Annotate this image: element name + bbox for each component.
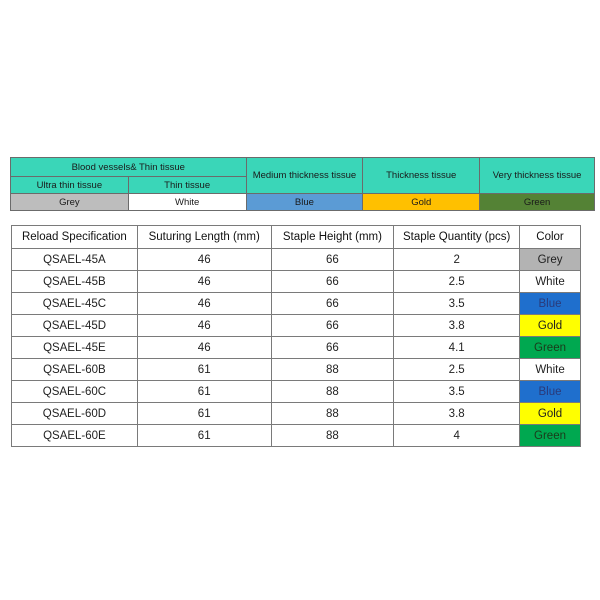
- length-cell: 61: [137, 381, 271, 403]
- reload-spec-table: [11, 225, 581, 447]
- length-cell: 61: [137, 425, 271, 447]
- table-row: [12, 293, 581, 315]
- color-cell: Green: [520, 425, 581, 447]
- table-row: [12, 359, 581, 381]
- spec-cell: QSAEL-45C: [12, 293, 138, 315]
- color-cell: Gold: [520, 403, 581, 425]
- length-cell: 61: [137, 359, 271, 381]
- legend-very-thick-header: Very thickness tissue: [480, 158, 595, 194]
- spec-cell: QSAEL-45E: [12, 337, 138, 359]
- legend-swatch: Gold: [363, 194, 480, 211]
- table-header-row: [12, 226, 581, 249]
- color-cell: Grey: [520, 249, 581, 271]
- quantity-cell: 4: [394, 425, 520, 447]
- length-cell: 46: [137, 293, 271, 315]
- spec-cell: QSAEL-60D: [12, 403, 138, 425]
- legend-swatch: Blue: [246, 194, 363, 211]
- height-cell: 66: [271, 293, 394, 315]
- height-cell: 66: [271, 337, 394, 359]
- header-reload-spec: Reload Specification: [12, 226, 138, 249]
- legend-thin-header: Thin tissue: [128, 177, 246, 194]
- legend-ultra-thin-header: Ultra thin tissue: [11, 177, 129, 194]
- legend-swatch: Grey: [11, 194, 129, 211]
- spec-cell: QSAEL-45A: [12, 249, 138, 271]
- table-row: [12, 249, 581, 271]
- spec-cell: QSAEL-60E: [12, 425, 138, 447]
- height-cell: 66: [271, 249, 394, 271]
- legend-swatch: White: [128, 194, 246, 211]
- color-cell: Gold: [520, 315, 581, 337]
- length-cell: 61: [137, 403, 271, 425]
- legend-swatch: Green: [480, 194, 595, 211]
- length-cell: 46: [137, 271, 271, 293]
- color-cell: White: [520, 359, 581, 381]
- table-row: [12, 315, 581, 337]
- table-row: [12, 425, 581, 447]
- quantity-cell: 4.1: [394, 337, 520, 359]
- tissue-color-legend: [10, 157, 595, 211]
- legend-group-header: Blood vessels& Thin tissue: [11, 158, 247, 177]
- color-cell: Blue: [520, 293, 581, 315]
- spec-cell: QSAEL-60C: [12, 381, 138, 403]
- quantity-cell: 2.5: [394, 359, 520, 381]
- quantity-cell: 3.5: [394, 381, 520, 403]
- color-cell: Blue: [520, 381, 581, 403]
- quantity-cell: 3.5: [394, 293, 520, 315]
- length-cell: 46: [137, 249, 271, 271]
- height-cell: 88: [271, 359, 394, 381]
- quantity-cell: 3.8: [394, 403, 520, 425]
- legend-medium-header: Medium thickness tissue: [246, 158, 363, 194]
- quantity-cell: 2.5: [394, 271, 520, 293]
- table-row: [12, 381, 581, 403]
- height-cell: 88: [271, 403, 394, 425]
- header-color: Color: [520, 226, 581, 249]
- table-row: [12, 271, 581, 293]
- header-staple-quantity: Staple Quantity (pcs): [394, 226, 520, 249]
- height-cell: 66: [271, 315, 394, 337]
- table-row: [12, 337, 581, 359]
- spec-cell: QSAEL-60B: [12, 359, 138, 381]
- color-cell: White: [520, 271, 581, 293]
- length-cell: 46: [137, 337, 271, 359]
- quantity-cell: 3.8: [394, 315, 520, 337]
- spec-cell: QSAEL-45B: [12, 271, 138, 293]
- height-cell: 88: [271, 425, 394, 447]
- length-cell: 46: [137, 315, 271, 337]
- color-cell: Green: [520, 337, 581, 359]
- quantity-cell: 2: [394, 249, 520, 271]
- table-row: [12, 403, 581, 425]
- height-cell: 88: [271, 381, 394, 403]
- spec-cell: QSAEL-45D: [12, 315, 138, 337]
- legend-thickness-header: Thickness tissue: [363, 158, 480, 194]
- header-staple-height: Staple Height (mm): [271, 226, 394, 249]
- height-cell: 66: [271, 271, 394, 293]
- header-suturing-length: Suturing Length (mm): [137, 226, 271, 249]
